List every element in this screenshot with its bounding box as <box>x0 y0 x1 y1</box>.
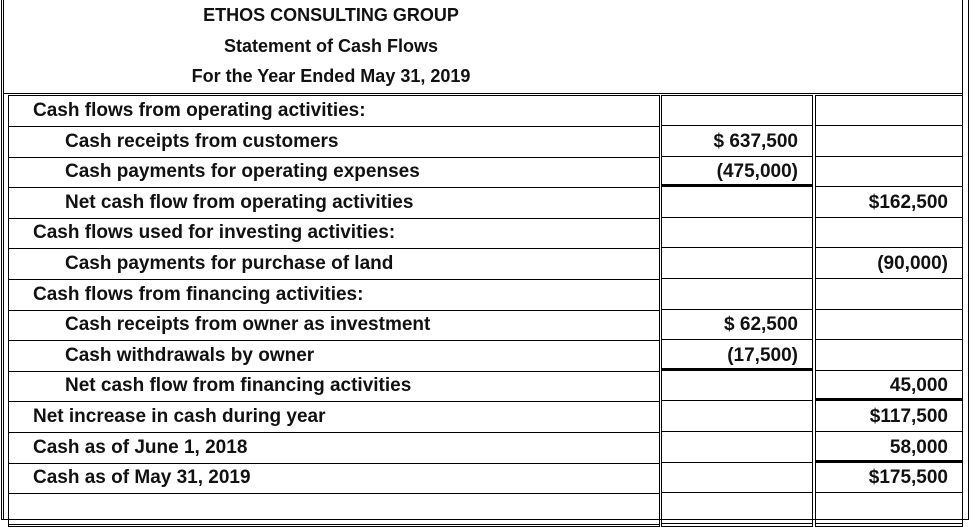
detail-amount <box>662 249 812 279</box>
row-label: Cash receipts from owner as investment <box>9 310 659 341</box>
detail-amount <box>662 402 812 432</box>
total-amount: (90,000) <box>816 249 962 279</box>
total-amount <box>816 494 962 524</box>
detail-amount-column <box>661 95 813 527</box>
statement-period: For the Year Ended May 31, 2019 <box>191 66 471 86</box>
row-label: Cash flows from financing activities: <box>9 280 659 311</box>
total-amount <box>816 280 962 310</box>
total-amount <box>816 310 962 340</box>
total-amount <box>816 341 962 371</box>
detail-amount <box>662 371 812 401</box>
row-label: Net cash flow from operating activities <box>9 188 659 219</box>
detail-amount: $ 637,500 <box>662 127 812 157</box>
row-label: Cash withdrawals by owner <box>9 341 659 372</box>
row-label <box>9 494 659 525</box>
total-amount-column <box>815 95 963 527</box>
detail-amount: $ 62,500 <box>662 310 812 340</box>
row-label: Cash payments for purchase of land <box>9 249 659 280</box>
total-amount: $162,500 <box>816 188 962 218</box>
row-label: Cash payments for operating expenses <box>9 157 659 188</box>
row-label: Net increase in cash during year <box>9 402 659 433</box>
row-label: Cash flows from operating activities: <box>9 96 659 127</box>
detail-amount <box>662 218 812 248</box>
detail-amount <box>662 494 812 524</box>
row-label: Net cash flow from financing activities <box>9 371 659 402</box>
total-amount <box>816 157 962 187</box>
detail-amount <box>662 463 812 493</box>
total-amount <box>816 218 962 248</box>
label-column <box>8 95 660 527</box>
total-amount: 45,000 <box>816 371 962 401</box>
company-name: ETHOS CONSULTING GROUP <box>203 5 459 25</box>
detail-amount <box>662 280 812 310</box>
row-label: Cash as of June 1, 2018 <box>9 433 659 464</box>
total-amount <box>816 96 962 126</box>
row-label: Cash receipts from customers <box>9 127 659 158</box>
total-amount <box>816 127 962 157</box>
total-amount: 58,000 <box>816 433 962 463</box>
detail-amount: (475,000) <box>662 157 812 187</box>
detail-amount <box>662 433 812 463</box>
total-amount: $175,500 <box>816 463 962 493</box>
total-amount: $117,500 <box>816 402 962 432</box>
statement-header <box>4 0 962 94</box>
row-label: Cash as of May 31, 2019 <box>9 463 659 494</box>
detail-amount <box>662 188 812 218</box>
detail-amount: (17,500) <box>662 341 812 371</box>
row-label: Cash flows used for investing activities: <box>9 218 659 249</box>
detail-amount <box>662 96 812 126</box>
statement-title: Statement of Cash Flows <box>223 36 439 56</box>
